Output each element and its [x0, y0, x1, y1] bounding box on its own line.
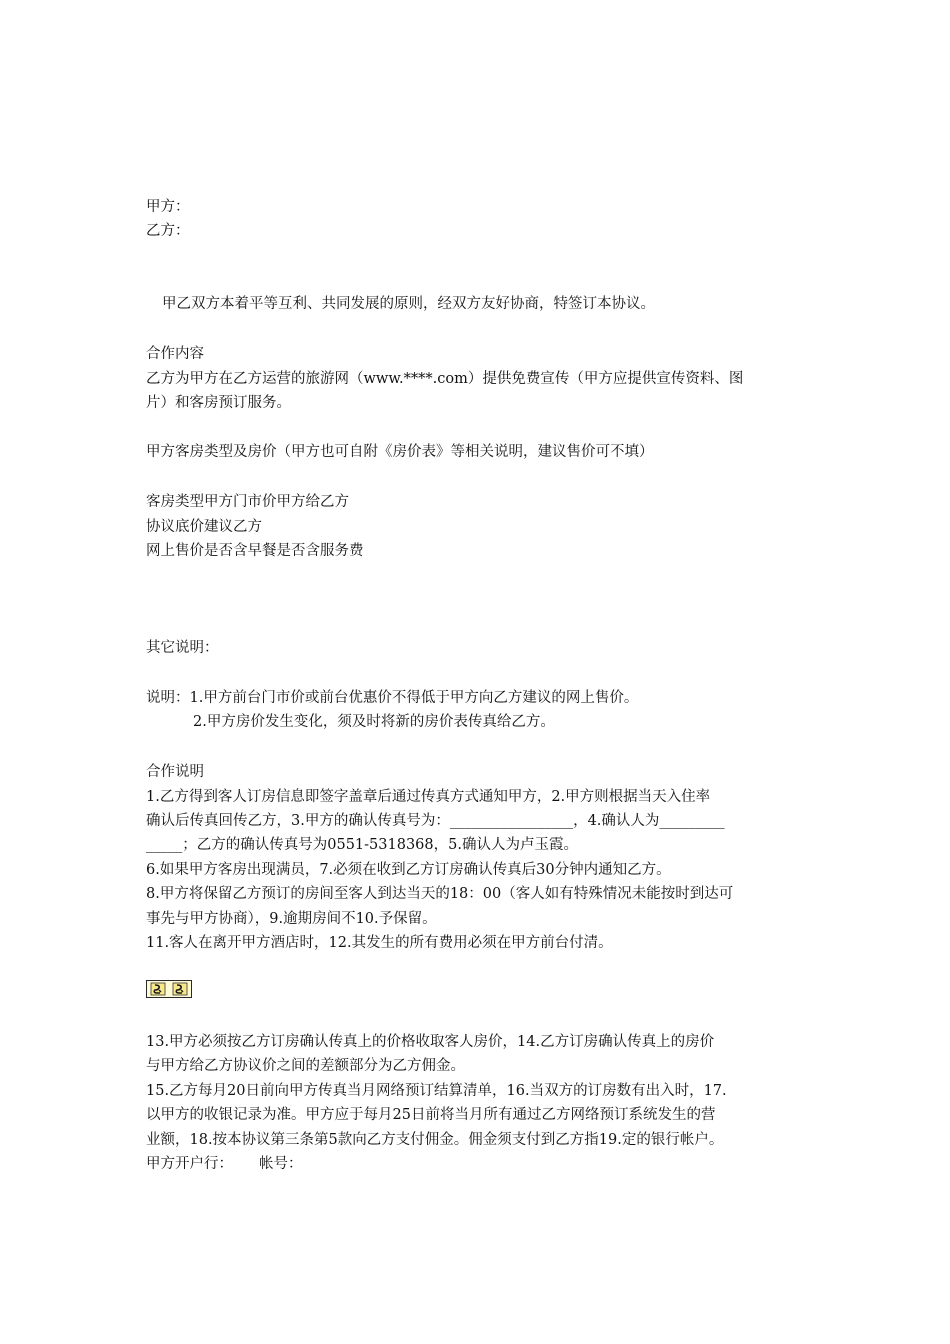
cooperation-content-line: 片）和客房预订服务。 [146, 395, 291, 411]
commission-line: 15.乙方每月20日前向甲方传真当月网络预订结算清单，16.当双方的订房数有出入时，17. [146, 1083, 727, 1099]
cooperation-content-heading: 合作内容 [146, 346, 204, 362]
other-notes-item: 2.甲方房价发生变化，须及时将新的房价表传真给乙方。 [193, 714, 555, 730]
link-icon [172, 982, 188, 996]
cooperation-notes-line: 确认后传真回传乙方，3.甲方的确认传真号为：_________________，4.确认人为_________ [146, 813, 725, 829]
account-label: 帐号： [259, 1156, 303, 1172]
commission-line: 与甲方给乙方协议价之间的差额部分为乙方佣金。 [146, 1058, 465, 1074]
cooperation-notes-heading: 合作说明 [146, 764, 204, 780]
commission-line: 以甲方的收银记录为准。甲方应于每月25日前将当月所有通过乙方网络预订系统发生的营 [146, 1107, 716, 1123]
cooperation-content-line: 乙方为甲方在乙方运营的旅游网（www.****.com）提供免费宣传（甲方应提供宣传资料、图 [146, 371, 744, 387]
room-types-line: 客房类型甲方门市价甲方给乙方 [146, 494, 349, 510]
intro-paragraph: 甲乙双方本着平等互利、共同发展的原则，经双方友好协商，特签订本协议。 [162, 296, 655, 312]
embedded-object-icons [146, 980, 192, 998]
party-b-label: 乙方： [146, 223, 190, 239]
room-types-line: 协议底价建议乙方 [146, 519, 262, 535]
commission-line: 13.甲方必须按乙方订房确认传真上的价格收取客人房价，14.乙方订房确认传真上的房价 [146, 1034, 715, 1050]
cooperation-notes-line: 11.客人在离开甲方酒店时，12.其发生的所有费用必须在甲方前台付清。 [146, 935, 613, 951]
commission-line: 业额，18.按本协议第三条第5款向乙方支付佣金。佣金须支付到乙方指19.定的银行帐户。 [146, 1132, 724, 1148]
bank-label: 甲方开户行： [146, 1156, 233, 1172]
room-types-line: 网上售价是否含早餐是否含服务费 [146, 543, 364, 559]
bank-info-line [146, 1152, 303, 1176]
cooperation-notes-line: _____；乙方的确认传真号为0551-5318368，5.确认人为卢玉霞。 [146, 837, 578, 853]
room-types-heading: 甲方客房类型及房价（甲方也可自附《房价表》等相关说明，建议售价可不填） [146, 444, 654, 460]
cooperation-notes-line: 事先与甲方协商），9.逾期房间不10.予保留。 [146, 911, 437, 927]
cooperation-notes-line: 6.如果甲方客房出现满员，7.必须在收到乙方订房确认传真后30分钟内通知乙方。 [146, 862, 671, 878]
party-a-label: 甲方： [146, 199, 190, 215]
other-notes-heading: 其它说明： [146, 640, 219, 656]
link-icon [150, 982, 166, 996]
other-notes-item: 说明：1.甲方前台门市价或前台优惠价不得低于甲方向乙方建议的网上售价。 [146, 690, 639, 706]
cooperation-notes-line: 8.甲方将保留乙方预订的房间至客人到达当天的18：00（客人如有特殊情况未能按时到达可 [146, 886, 734, 902]
cooperation-notes-line: 1.乙方得到客人订房信息即签字盖章后通过传真方式通知甲方，2.甲方则根据当天入住率 [146, 789, 711, 805]
